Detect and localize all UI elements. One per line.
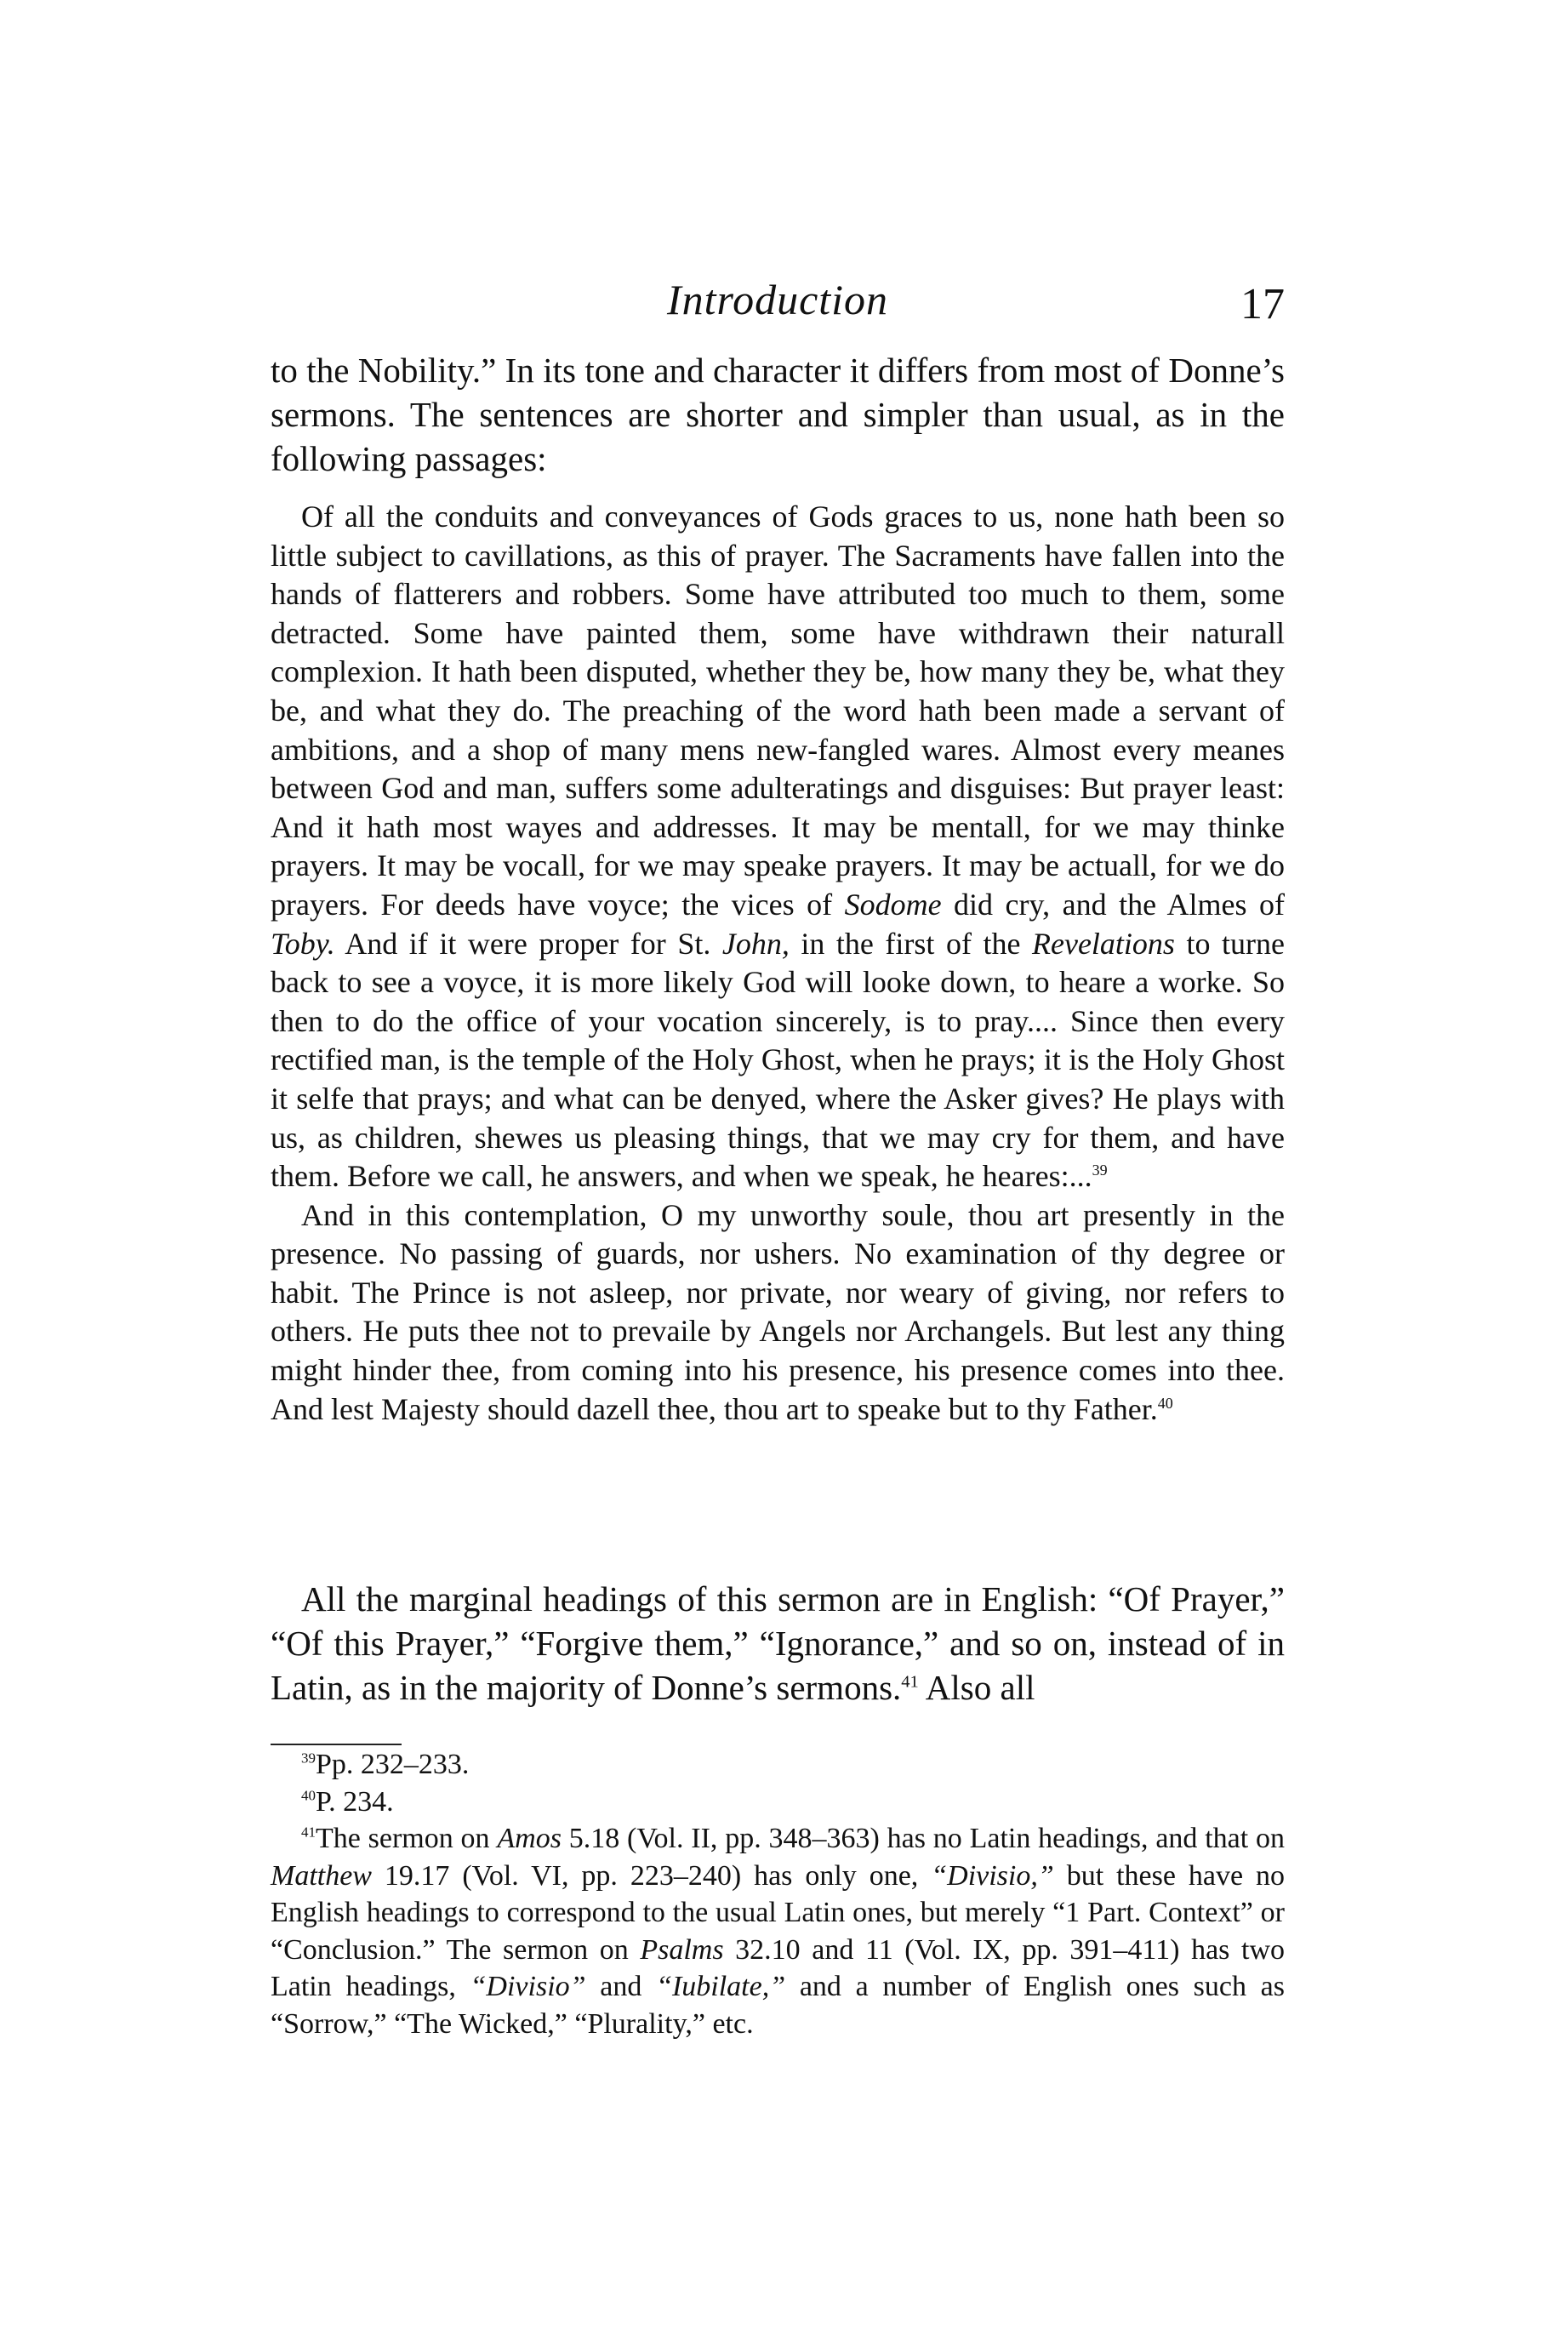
italic-revelations: Revelations xyxy=(1032,926,1175,961)
footnote-40 xyxy=(271,1784,1285,1821)
italic-divisio: “Divisio,” xyxy=(931,1859,1054,1892)
footnote-41 xyxy=(271,1820,1285,2042)
footnote-text: P. 234. xyxy=(316,1785,394,1818)
italic-john: John, xyxy=(721,926,790,961)
footnote-mark: 40 xyxy=(301,1787,316,1804)
footnote-text: 19.17 (Vol. VI, pp. 223–240) has only one, xyxy=(371,1859,932,1892)
quote-text: And in this contemplation, O my unworthy soule, thou art presently in the presence. No passing of guards, nor ushers. No examination of thy degree or habit. The Prince is not asleep, nor private, nor weary of giving, nor refers to others. He puts thee not to prevaile by Angels nor Archangels. But lest any thing might hinder thee, from coming into his presence, his presence comes into thee. And lest Majesty should dazell thee, thou art to speake but to thy Father. xyxy=(271,1197,1285,1426)
body-paragraph-block xyxy=(271,1577,1285,1710)
quote-paragraph-2 xyxy=(271,1196,1285,1430)
page-number: 17 xyxy=(1240,280,1285,328)
quote-text: to turne back to see a voyce, it is more likely God will looke down, to heare a worke. So then to do the office of your vocation sincerely, is to pray.... Since then every rectified man, is the temple of the Holy Ghost, when he prays; it is the Holy Ghost it selfe that prays; and what can be denyed, where the Asker gives? He plays with us, as children, shewes us pleasing things, that we may cry for them, and have them. Before we call, he answers, and when we speak, he heares:... xyxy=(271,926,1285,1194)
quote-text: did cry, and the Almes of xyxy=(941,887,1285,922)
intro-paragraph: to the Nobility.” In its tone and character it differs from most of Donne’s sermons. The sentences are shorter and simpler than usual, as in the following passages: xyxy=(271,351,1285,478)
footnote-ref-41[interactable]: 41 xyxy=(901,1672,919,1692)
italic-iubilate: “Iubilate,” xyxy=(656,1971,786,2002)
italic-toby: Toby. xyxy=(271,926,335,961)
italic-matthew: Matthew xyxy=(271,1859,372,1892)
footnotes xyxy=(271,1746,1285,2042)
footnote-ref-40[interactable]: 40 xyxy=(1157,1394,1173,1412)
quote-text: And if it were proper for St. xyxy=(334,926,722,961)
footnote-39 xyxy=(271,1746,1285,1784)
footnote-text: but these have no English headings to correspond to the usual Latin ones, but merely “1 Part. Context” or “Conclusion.” The sermon on xyxy=(271,1859,1285,1966)
body-text: All the marginal headings of this sermon are in English: “Of Prayer,” “Of this Prayer,” “Forgive them,” “Ignorance,” and so on, instead of in Latin, as in the majority of Donne’s sermons. xyxy=(271,1579,1285,1707)
intro-paragraph-block xyxy=(271,348,1285,481)
footnote-text: and a number of English ones such as “Sorrow,” “The Wicked,” “Plurality,” etc. xyxy=(271,1971,1285,2040)
footnote-text: The sermon on xyxy=(316,1823,498,1854)
footnote-mark: 41 xyxy=(301,1824,316,1841)
footnote-divider xyxy=(271,1744,402,1745)
footnote-text: 32.10 and 11 (Vol. IX, pp. 391–411) has two Latin headings, xyxy=(271,1933,1285,2002)
quote-paragraph-1 xyxy=(271,498,1285,1196)
italic-sodome: Sodome xyxy=(844,887,942,922)
body-text-tail: Also all xyxy=(918,1668,1035,1707)
quote-text: in the first of the xyxy=(789,926,1032,961)
footnote-text: Pp. 232–233. xyxy=(316,1749,470,1780)
footnote-ref-39[interactable]: 39 xyxy=(1092,1162,1108,1179)
italic-divisio-2: “Divisio” xyxy=(470,1971,586,2002)
body-paragraph xyxy=(271,1577,1285,1710)
footnote-text: and xyxy=(585,1971,657,2002)
quote-text: Of all the conduits and conveyances of Gods graces to us, none hath been so little subject to cavillations, as this of prayer. The Sacraments have fallen into the hands of flatterers and robbers. Some have attributed too much to them, some detracted. Some have painted them, some have withdrawn their naturall complexion. It hath been disputed, whether they be, how many they be, what they be, and what they do. The preaching of the word hath been made a servant of ambitions, and a shop of many mens new-fangled wares. Almost every meanes between God and man, suffers some adulteratings and disguises: But prayer least: And it hath most wayes and addresses. It may be mentall, for we may thinke prayers. It may be vocall, for we may speake prayers. It may be actuall, for we do prayers. For deeds have voyce; the vices of xyxy=(271,500,1285,922)
italic-psalms: Psalms xyxy=(640,1933,724,1966)
italic-amos: Amos xyxy=(497,1823,562,1854)
running-title: Introduction xyxy=(666,276,889,323)
footnote-mark: 39 xyxy=(301,1750,316,1767)
page-header xyxy=(271,274,1285,342)
block-quote xyxy=(271,498,1285,1429)
footnote-text: 5.18 (Vol. II, pp. 348–363) has no Latin headings, and that on xyxy=(561,1823,1286,1854)
